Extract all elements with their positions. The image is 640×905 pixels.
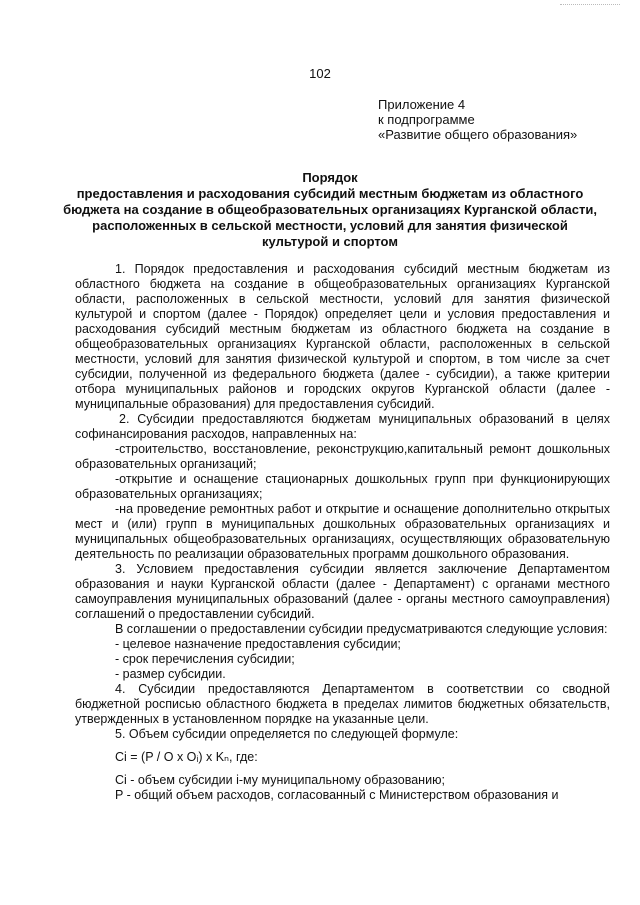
definition: Ci - объем субсидии i-му муниципальному образованию;	[115, 773, 445, 787]
paragraph-5: 5. Объем субсидии определяется по следующей формуле:	[115, 727, 459, 741]
list-item: -строительство, восстановление, реконструкцию,капитальный ремонт дошкольных образовательных организаций;	[75, 442, 610, 471]
scan-artifact	[560, 4, 620, 8]
paragraph-2: 2. Субсидии предоставляются бюджетам муниципальных образований в целях софинансирования расходов, направленных на:	[75, 412, 610, 441]
list-item: -открытие и оснащение стационарных дошкольных групп при функционирующих образовательных организациях;	[75, 472, 610, 501]
list-item: - срок перечисления субсидии;	[115, 652, 295, 666]
paragraph-4: 4. Субсидии предоставляются Департаментом в соответствии со сводной бюджетной росписью областного бюджета в пределах лимитов бюджетных обязательств, утвержденных в установленном порядке на указанные цели.	[75, 682, 610, 726]
appendix-line: к подпрограмме	[378, 112, 475, 127]
paragraph-1: 1. Порядок предоставления и расходования субсидий местным бюджетам из областного бюджета на создание в общеобразовательных организациях Курганской области, расположенных в сельской местности, условий для занятия физической культурой и спортом (далее - Порядок) определяет цели и условия предоставления и расходования субсидий местным бюджетам из областного бюджета на создание в общеобразовательных организациях Курганской области, расположенных в сельской местности, условий для занятия физической культурой и спортом, в том числе за счет субсидии, полученной из федерального бюджета (далее - субсидии), а также критерии отбора муниципальных районов и городских округов Курганской области (далее - муниципальные образования) для предоставления субсидий.	[75, 262, 610, 411]
title-line: расположенных в сельской местности, условий для занятия физической	[92, 218, 568, 233]
document-title	[60, 170, 600, 250]
document-body	[75, 262, 610, 803]
list-item: - целевое назначение предоставления субсидии;	[115, 637, 401, 651]
paragraph-3: 3. Условием предоставления субсидии является заключение Департаментом образования и науки Курганской области (далее - Департамент) с органами местного самоуправления муниципальных образований (далее - органы местного самоуправления) соглашений о предоставлении субсидий.	[75, 562, 610, 621]
list-item: -на проведение ремонтных работ и открытие и оснащение дополнительно открытых мест и (или) групп в муниципальных дошкольных образовательных организациях и муниципальных общеобразовательных организациях, осуществляющих образовательную деятельность по реализации образовательных программ дошкольного образования.	[75, 502, 610, 561]
paragraph-3a: В соглашении о предоставлении субсидии предусматриваются следующие условия:	[115, 622, 608, 636]
definition: P - общий объем расходов, согласованный с Министерством образования и	[115, 788, 559, 802]
appendix-line: «Развитие общего образования»	[378, 127, 578, 142]
appendix-line: Приложение 4	[378, 97, 466, 112]
formula: Ci = (P / O x Oᵢ) x Kₙ, где:	[115, 750, 258, 764]
appendix-header	[378, 97, 577, 142]
title-line: предоставления и расходования субсидий местным бюджетам из областного	[76, 186, 584, 201]
title-line: бюджета на создание в общеобразовательных организациях Курганской области,	[63, 202, 597, 217]
title-line: Порядок	[302, 170, 358, 185]
list-item: - размер субсидии.	[115, 667, 226, 681]
page-number: 102	[309, 66, 331, 81]
title-line: культурой и спортом	[262, 234, 398, 249]
